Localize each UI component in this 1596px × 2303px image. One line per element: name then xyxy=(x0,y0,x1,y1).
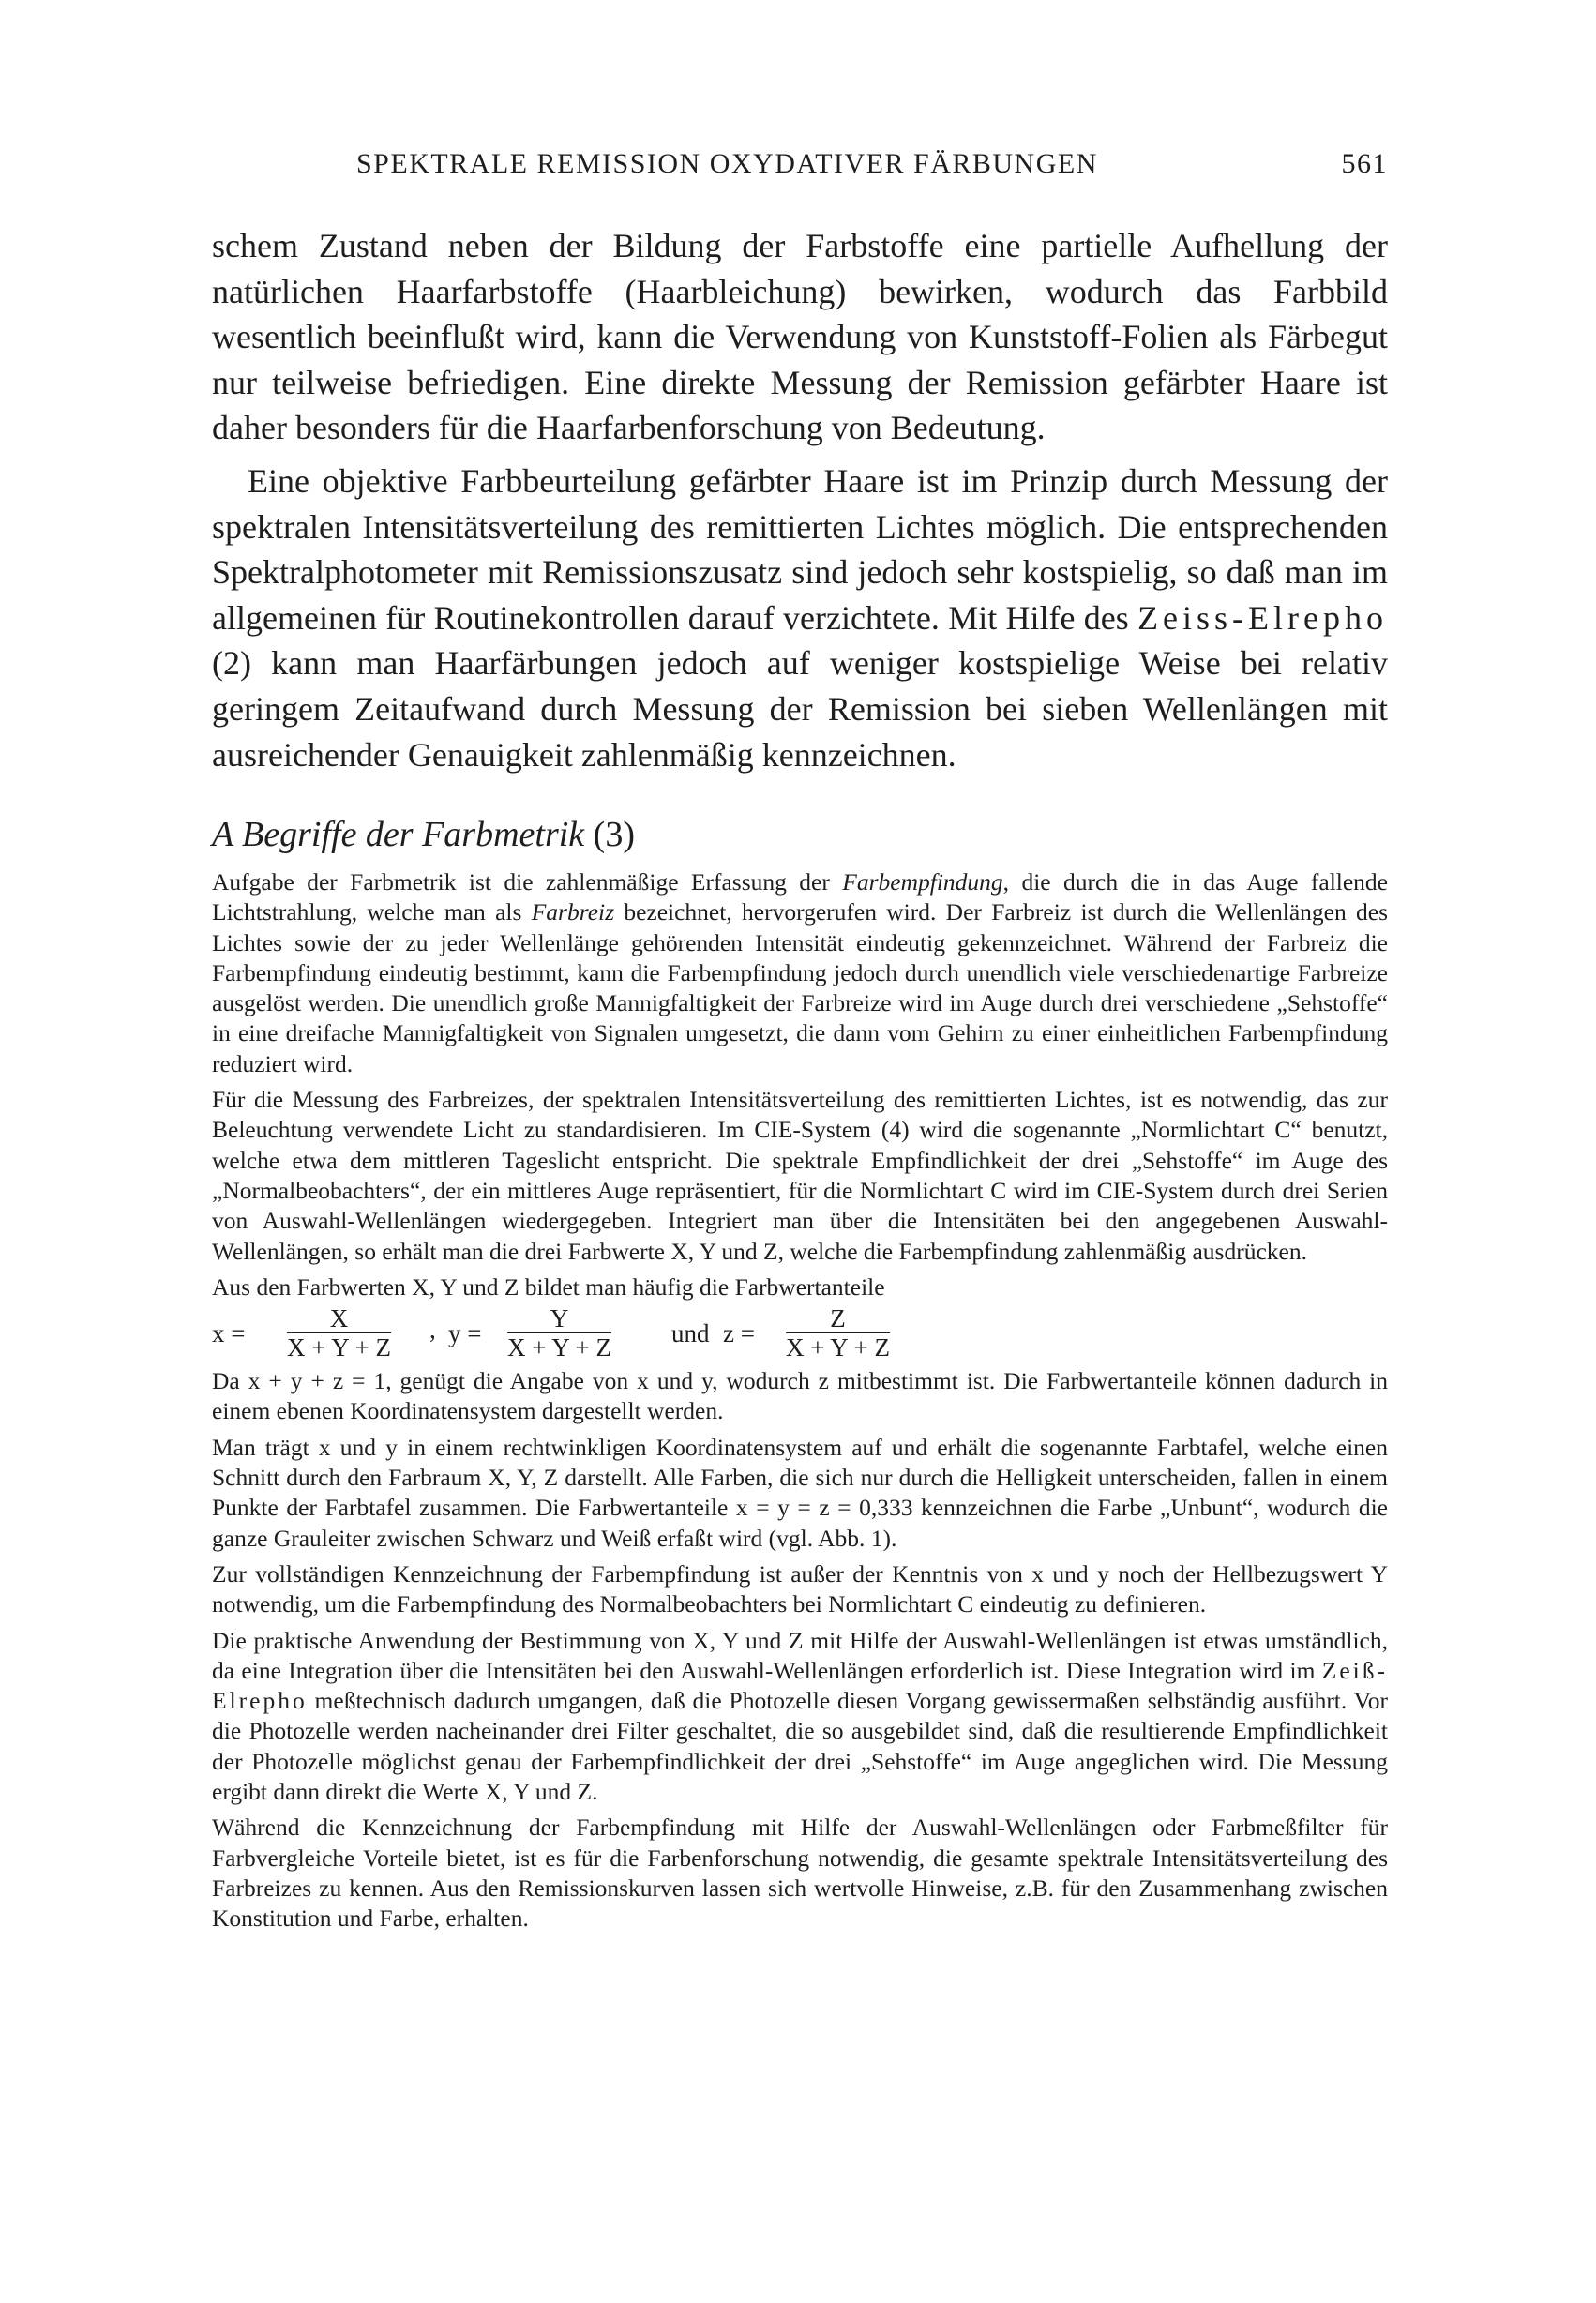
formula-x-denominator: X + Y + Z xyxy=(287,1333,391,1362)
section-paragraph-4: Da x + y + z = 1, genügt die Angabe von x und y, wodurch z mitbestimmt ist. Die Farbwertanteile können dadurch in einem ebenen Koordinatensystem dargestellt werden. xyxy=(212,1367,1388,1425)
instrument-name: Zeiss-Elrepho xyxy=(1137,598,1388,637)
formula-y-denominator: X + Y + Z xyxy=(507,1333,611,1362)
section-paragraph-7 xyxy=(212,1626,1388,1808)
formula-y-fraction xyxy=(507,1304,611,1362)
section-paragraph-7-b: meßtechnisch dadurch umgangen, daß die Photozelle diesen Vorgang gewissermaßen selbständig ausführt. Vor die Photozelle werden nacheinander drei Filter geschaltet, die so ausgebildet sind, daß die resultierende Empfindlichkeit der Photozelle möglichst genau der Farbempfindlichkeit der drei „Sehstoffe“ im Auge angeglichen wird. Die Messung ergibt dann direkt die Werte X, Y und Z. xyxy=(212,1687,1388,1806)
formula-z-fraction xyxy=(786,1304,890,1362)
section-heading-ref: (3) xyxy=(593,815,635,854)
section-heading xyxy=(212,814,1388,855)
formula-z-numerator: Z xyxy=(786,1304,890,1333)
paragraph-1: schem Zustand neben der Bildung der Farbstoffe eine partielle Aufhellung der natürlichen Haarfarbstoffe (Haarbleichung) bewirken, wodurch das Farbbild wesentlich beeinflußt wird, kann die Verwendung von Kunststoff-Folien als Färbegut nur teilweise befriedigen. Eine direkte Messung der Remission gefärbter Haare ist daher besonders für die Haarfarbenforschung von Bedeutung. xyxy=(212,227,1388,447)
paragraph-2 xyxy=(212,459,1388,777)
section-paragraph-2: Für die Messung des Farbreizes, der spektralen Intensitätsverteilung des remittierten Lichtes, ist es notwendig, das zur Beleuchtung verwendete Licht zu standardisieren. Im CIE-System (4) wird die sogenannte „Normlichtart C“ benutzt, welche etwa dem mittleren Tageslicht entspricht. Die spektrale Empfindlichkeit der drei „Sehstoffe“ im Auge des „Normalbeobachters“, der ein mittleres Auge repräsentiert, für die Normlichtart C wird im CIE-System durch drei Serien von Auswahl-Wellenlängen wiedergegeben. Integriert man über die Intensitäten bei den angegebenen Auswahl-Wellenlängen, so erhält man die drei Farbwerte X, Y und Z, welche die Farbempfindung zahlenmäßig ausdrücken. xyxy=(212,1086,1388,1265)
section-paragraph-5: Man trägt x und y in einem rechtwinkligen Koordinatensystem auf und erhält die sogenannte Farbtafel, welche einen Schnitt durch den Farbraum X, Y, Z darstellt. Alle Farben, die sich nur durch die Helligkeit unterscheiden, fallen in einem Punkte der Farbtafel zusammen. Die Farbwertanteile x = y = z = 0,333 kennzeichnen die Farbe „Unbunt“, wodurch die ganze Grauleiter zwischen Schwarz und Weiß erfaßt wird (vgl. Abb. 1). xyxy=(212,1433,1388,1552)
formula-z-lhs: z = xyxy=(723,1319,755,1348)
formula-y-numerator: Y xyxy=(507,1304,611,1333)
page-number: 561 xyxy=(1341,148,1388,179)
formula-chromaticity xyxy=(212,1304,1388,1361)
paragraph-2-text-b: (2) kann man Haarfärbungen jedoch auf weniger kostspielige Weise bei relativ geringem Zeitaufwand durch Messung der Remission bei sieben Wellenlängen mit ausreichender Genauigkeit zahlenmäßig kennzeichnen. xyxy=(212,644,1388,774)
section-paragraph-8: Während die Kennzeichnung der Farbempfindung mit Hilfe der Auswahl-Wellenlängen oder Farbmeßfilter für Farbvergleiche Vorteile bietet, ist es für die Farbenforschung notwendig, die gesamte spektrale Intensitätsverteilung des Farbreizes zu kennen. Aus den Remissionskurven lassen sich wertvolle Hinweise, z.B. für den Zusammenhang zwischen Konstitution und Farbe, erhalten. xyxy=(212,1814,1388,1933)
running-header xyxy=(356,148,1388,195)
formula-x-numerator: X xyxy=(287,1304,391,1333)
paragraph-2-text-a: Eine objektive Farbbeurteilung gefärbter Haare ist im Prinzip durch Messung der spektralen Intensitätsverteilung des remittierten Lichtes möglich. Die entsprechenden Spektralphotometer mit Remissionszusatz sind jedoch sehr kostspielig, so daß man im allgemeinen für Routinekontrollen darauf verzichtete. Mit Hilfe des xyxy=(212,461,1388,637)
formula-z-denominator: X + Y + Z xyxy=(786,1333,890,1362)
body-text xyxy=(212,223,1388,777)
section-a xyxy=(212,814,1388,855)
formula-and: und xyxy=(671,1319,710,1348)
formula-y-lhs: y = xyxy=(448,1319,482,1348)
formula-x-fraction xyxy=(287,1304,391,1362)
section-paragraph-1-a: Aufgabe der Farbmetrik ist die zahlenmäßige Erfassung der xyxy=(212,868,843,896)
section-paragraph-1 xyxy=(212,867,1388,1079)
term-farbempfindung: Farbempfindung xyxy=(842,868,1003,896)
section-paragraph-1-b: , die durch die in das Auge fallende Lichtstrahlung, welche man als xyxy=(212,868,1388,926)
section-paragraph-1-c: bezeichnet, hervorgerufen wird. Der Farbreiz ist durch die Wellenlängen des Lichtes sowie der zu jeder Wellenlänge gehörenden Intensität eindeutig gekennzeichnet. Während der Farbreiz die Farbempfindung eindeutig bestimmt, kann die Farbempfindung jedoch durch unendlich viele verschiedenartige Farbreize ausgelöst werden. Die unendlich große Mannigfaltigkeit der Farbreize wird im Auge durch drei verschiedene „Sehstoffe“ in eine dreifache Mannigfaltigkeit von Signalen umgesetzt, die dann vom Gehirn zu einer einheitlichen Farbempfindung reduziert wird. xyxy=(212,898,1389,1077)
formula-x-lhs: x = xyxy=(212,1319,246,1348)
section-paragraph-3: Aus den Farbwerten X, Y und Z bildet man häufig die Farbwertanteile xyxy=(212,1272,885,1301)
formula-separator: , xyxy=(429,1316,436,1345)
running-title: SPEKTRALE REMISSION OXYDATIVER FÄRBUNGEN xyxy=(356,148,1098,179)
section-paragraph-6: Zur vollständigen Kennzeichnung der Farbempfindung ist außer der Kenntnis von x und y noch der Hellbezugswert Y notwendig, um die Farbempfindung des Normalbeobachters bei Normlichtart C eindeutig zu definieren. xyxy=(212,1559,1388,1618)
instrument-name-2: Zeiß-Elrepho xyxy=(212,1656,1388,1715)
term-farbreiz: Farbreiz xyxy=(531,898,615,926)
section-paragraph-7-a: Die praktische Anwendung der Bestimmung von X, Y und Z mit Hilfe der Auswahl-Wellenlängen ist etwas umständlich, da eine Integration über die Intensitäten bei den Auswahl-Wellenlängen erforderlich ist. Diese Integration wird im xyxy=(212,1626,1388,1684)
section-a-body xyxy=(212,867,1388,1940)
section-heading-text: A Begriffe der Farbmetrik xyxy=(212,815,585,854)
